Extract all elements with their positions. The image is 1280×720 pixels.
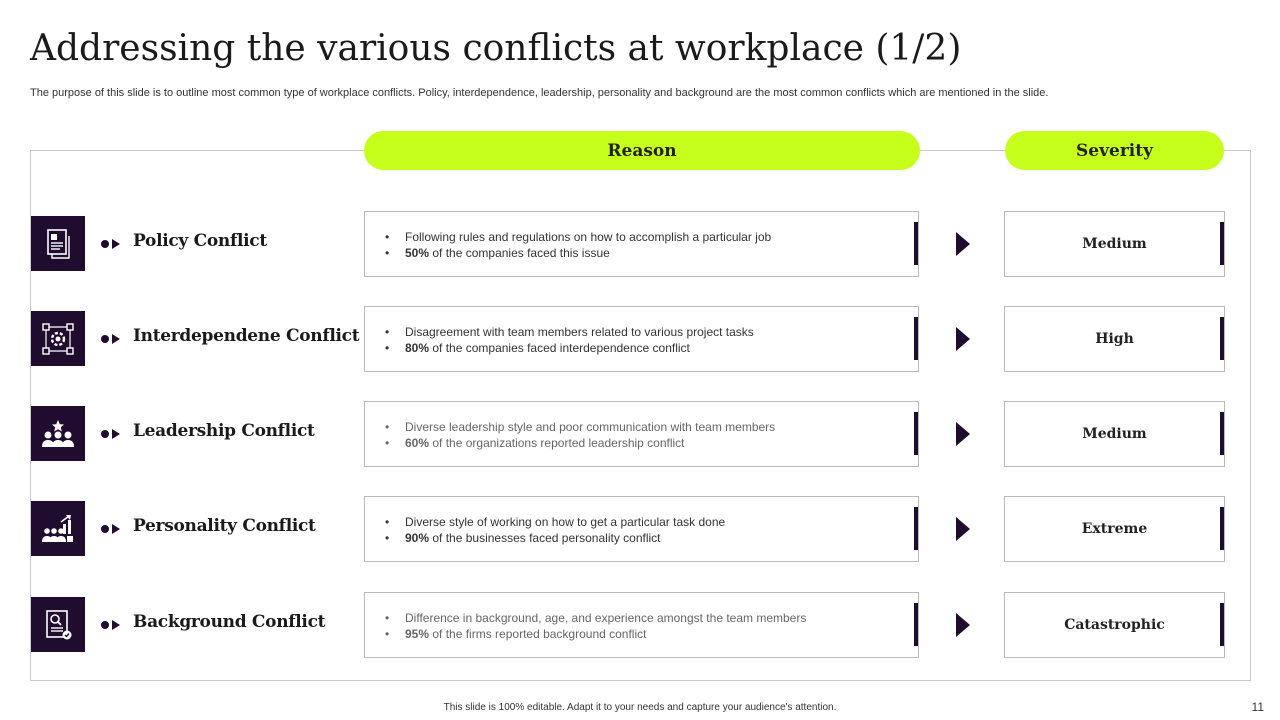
reason-box: • Diverse leadership style and poor communication with team members • 60% of the organizations reported leadership conflict <box>364 401 919 467</box>
accent-bar <box>914 222 918 265</box>
reason-text: Diverse leadership style and poor communication with team members <box>405 420 776 434</box>
reason-text: of the companies faced this issue <box>429 246 610 260</box>
reason-percent: 90% <box>405 531 430 545</box>
severity-label: Extreme <box>1081 521 1148 537</box>
severity-label: Medium <box>1082 426 1147 442</box>
bullet-arrow-icon <box>100 522 122 536</box>
accent-bar <box>914 507 918 550</box>
reason-text: of the firms reported background conflict <box>429 627 647 641</box>
conflict-name: Interdependene Conflict <box>133 326 360 346</box>
accent-bar <box>1220 603 1224 646</box>
conflict-row-interdependence <box>0 306 1280 372</box>
severity-header: Severity <box>1005 131 1224 170</box>
slide-subtitle: The purpose of this slide is to outline most common type of workplace conflicts. Policy, interdependence, leadership, personality and background are the most common conflicts which are mentioned in the slide. <box>30 87 1049 99</box>
network-gear-icon <box>31 311 85 366</box>
team-leader-icon <box>31 406 85 461</box>
reason-box: • Difference in background, age, and experience amongst the team members • 95% of the firms reported background conflict <box>364 592 919 658</box>
severity-box <box>1004 211 1225 277</box>
reason-text: Disagreement with team members related to various project tasks <box>405 325 754 339</box>
triangle-arrow-icon <box>955 232 971 256</box>
reason-text: Diverse style of working on how to get a particular task done <box>405 515 726 529</box>
footer-note: This slide is 100% editable. Adapt it to your needs and capture your audience's attention. <box>443 702 837 713</box>
severity-label: Medium <box>1082 236 1147 252</box>
triangle-arrow-icon <box>955 422 971 446</box>
bullet-arrow-icon <box>100 332 122 346</box>
conflict-name: Background Conflict <box>133 612 326 632</box>
bullet-arrow-icon <box>100 618 122 632</box>
severity-box <box>1004 306 1225 372</box>
reason-header: Reason <box>364 131 920 170</box>
reason-box: • Following rules and regulations on how to accomplish a particular job • 50% of the companies faced this issue <box>364 211 919 277</box>
accent-bar <box>914 603 918 646</box>
conflict-row-policy <box>0 211 1280 277</box>
bullet-arrow-icon <box>100 427 122 441</box>
reason-text: of the organizations reported leadership conflict <box>429 436 685 450</box>
reason-percent: 80% <box>405 341 430 355</box>
bullet-arrow-icon <box>100 237 122 251</box>
people-growth-icon <box>31 501 85 556</box>
reason-text: Following rules and regulations on how to accomplish a particular job <box>405 230 772 244</box>
conflict-row-leadership <box>0 401 1280 467</box>
accent-bar <box>914 317 918 360</box>
accent-bar <box>1220 412 1224 455</box>
triangle-arrow-icon <box>955 613 971 637</box>
accent-bar <box>914 412 918 455</box>
reason-text: of the companies faced interdependence conflict <box>429 341 690 355</box>
accent-bar <box>1220 222 1224 265</box>
reason-percent: 95% <box>405 627 430 641</box>
background-check-icon <box>31 597 85 652</box>
reason-text: Difference in background, age, and experience amongst the team members <box>405 611 807 625</box>
severity-box <box>1004 592 1225 658</box>
reason-box: • Disagreement with team members related to various project tasks • 80% of the companies faced interdependence conflict <box>364 306 919 372</box>
conflict-row-personality <box>0 496 1280 562</box>
triangle-arrow-icon <box>955 517 971 541</box>
reason-percent: 60% <box>405 436 430 450</box>
severity-label: Catastrophic <box>1064 617 1165 633</box>
severity-box <box>1004 496 1225 562</box>
severity-label: High <box>1095 331 1134 347</box>
reason-text: of the businesses faced personality conflict <box>429 531 661 545</box>
conflict-name: Policy Conflict <box>133 231 267 251</box>
slide-title: Addressing the various conflicts at workplace (1/2) <box>30 28 962 69</box>
conflict-name: Leadership Conflict <box>133 421 315 441</box>
accent-bar <box>1220 507 1224 550</box>
reason-percent: 50% <box>405 246 430 260</box>
conflict-name: Personality Conflict <box>133 516 316 536</box>
severity-box <box>1004 401 1225 467</box>
page-number: 11 <box>1251 700 1264 714</box>
accent-bar <box>1220 317 1224 360</box>
conflict-row-background <box>0 592 1280 658</box>
policy-document-icon <box>31 216 85 271</box>
reason-box: • Diverse style of working on how to get a particular task done • 90% of the businesses faced personality conflict <box>364 496 919 562</box>
triangle-arrow-icon <box>955 327 971 351</box>
